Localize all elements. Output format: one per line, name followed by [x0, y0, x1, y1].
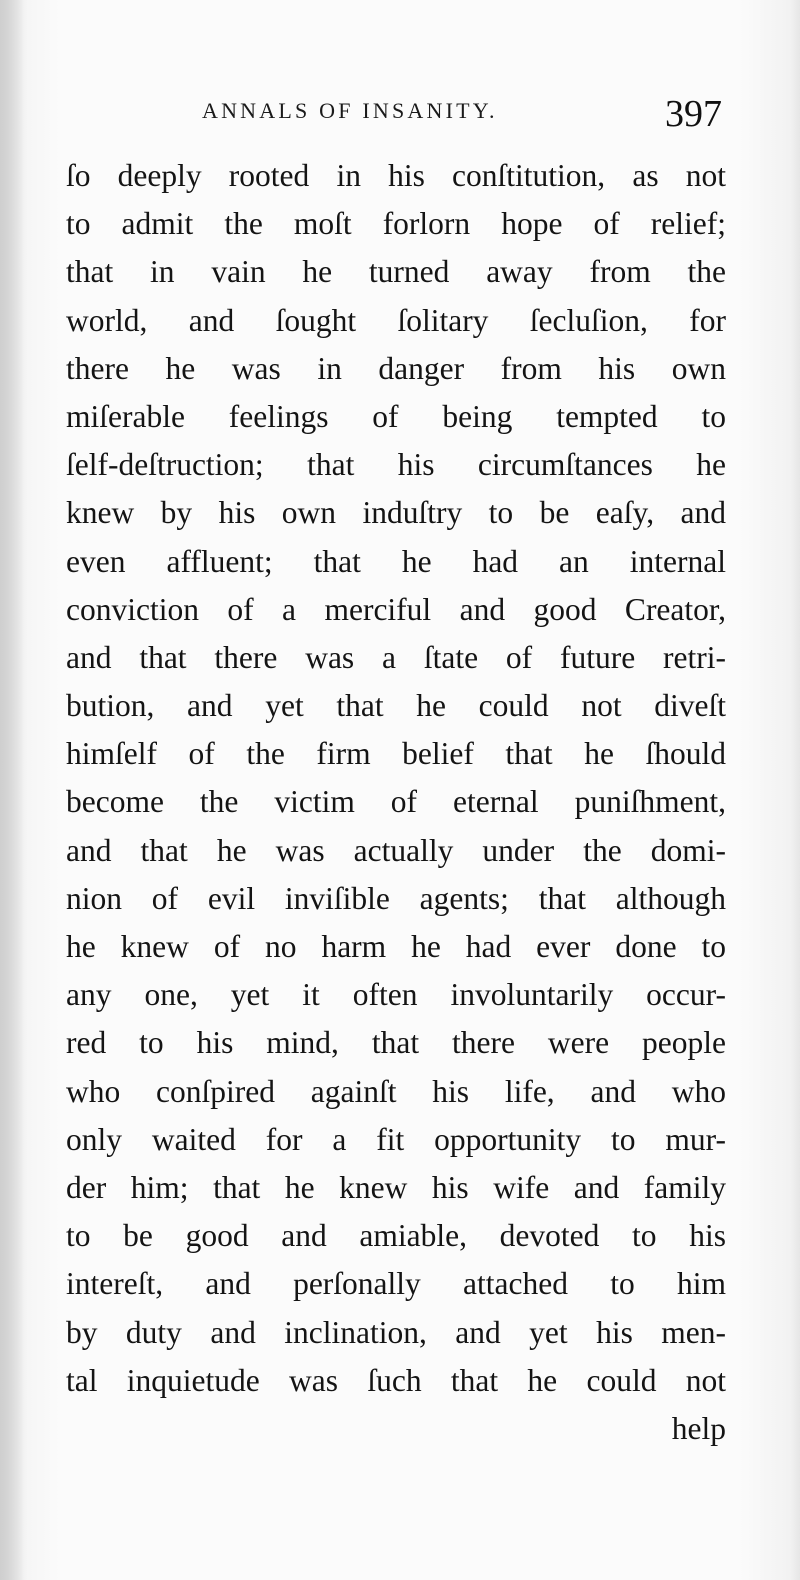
text-line: ſo deeply rooted in his conſtitution, as not [66, 158, 726, 193]
text-line: that in vain he turned away from the [66, 254, 726, 290]
text-line: to admit the moſt forlorn hope of relief; [66, 206, 726, 242]
text-line: nion of evil inviſible agents; that although [66, 880, 726, 916]
text-line: tal inquietude was ſuch that he could not [66, 1362, 726, 1398]
catchword: help [671, 1410, 726, 1446]
text-line: intereſt, and perſonally attached to him [66, 1266, 726, 1302]
text-line: any one, yet it often involuntarily occur- [66, 977, 726, 1013]
page-header [0, 92, 800, 140]
text-line: only waited for a fit opportunity to mur- [66, 1121, 726, 1157]
running-head: ANNALS OF INSANITY. [202, 98, 498, 123]
text-line: world, and ſought ſolitary ſecluſion, for [66, 302, 726, 338]
text-line: knew by his own induſtry to be eaſy, and [66, 495, 726, 531]
text-line: conviction of a merciful and good Creator, [66, 591, 726, 627]
text-line: bution, and yet that he could not diveſt [66, 688, 726, 724]
text-line: ſelf-deſtruction; that his circumſtances he [66, 447, 726, 483]
text-line: there he was in danger from his own [66, 350, 726, 386]
page-number: 397 [665, 93, 722, 135]
text-line: become the victim of eternal puniſhment, [66, 784, 726, 820]
text-line: who conſpired againſt his life, and who [66, 1073, 726, 1109]
text-line: der him; that he knew his wife and family [66, 1169, 726, 1205]
text-line: red to his mind, that there were people [66, 1025, 726, 1061]
text-line: and that he was actually under the domi- [66, 832, 726, 868]
text-line: even affluent; that he had an internal [66, 543, 726, 579]
text-line: to be good and amiable, devoted to his [66, 1218, 726, 1254]
text-line: by duty and inclination, and yet his men- [66, 1314, 726, 1350]
text-line: he knew of no harm he had ever done to [66, 929, 726, 964]
page-gutter-shadow [0, 0, 24, 1580]
text-line: and that there was a ſtate of future retri- [66, 639, 726, 675]
body-text [66, 152, 726, 1453]
text-line: himſelf of the firm belief that he ſhould [66, 736, 726, 772]
text-line: miſerable feelings of being tempted to [66, 398, 726, 434]
